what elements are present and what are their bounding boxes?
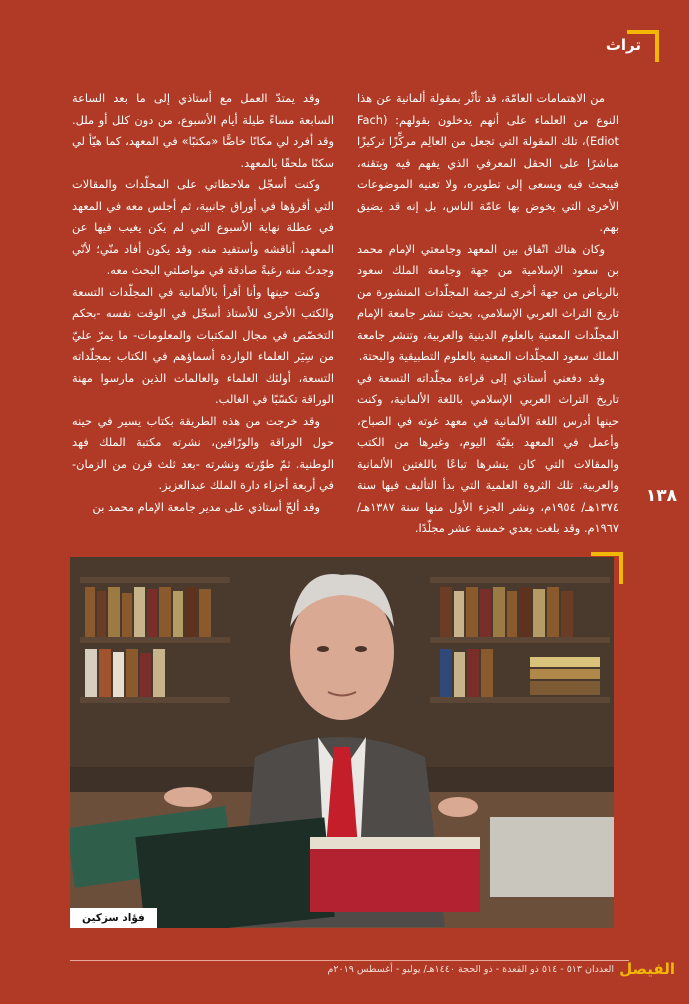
page-number: ١٣٨: [645, 486, 677, 506]
section-label: تراث: [605, 36, 641, 54]
paragraph: وقد خرجت من هذه الطريقة بكتاب يسير في حينه حول الوراقة والورّاقين، نشرته مكتبة الملك فهد الوطنية. ثمّ طوّرته ونشرته -بعد ثلث قرن من الزمان- في أربعة أجزاء دارة الملك عبدالعزيز.: [72, 413, 334, 492]
issue-info: العددان ٥١٣ - ٥١٤ ذو القعدة - ذو الحجة ١٤٤٠هـ/ يوليو - أغسطس ٢٠١٩م: [327, 964, 614, 975]
paragraph: وقد ألحّ أستاذي على مدير جامعة الإمام محمد بن: [92, 499, 320, 514]
footer-divider: [70, 960, 629, 961]
paragraph: من الاهتمامات العامّة، قد تأثّر بمقولة ألمانية عن هذا النوع من العلماء على أنهم يدخلون بقولهم: (Fach Ediot)، تلك المقولة التي تجعل من العالِم مركِّزًا تركيزًا مباشرًا على الحقل المعرفي الذي يفهم فيه ويتقنه، فيبحث فيه ويسعى إلى تطويره، ولا تعنيه الموضوعات الأخرى التي يخوض بها عامّة الناس، بل إنه قد يضيق بهم.: [357, 91, 619, 234]
portrait-photo: [70, 557, 614, 928]
paragraph: وكنت حينها وأنا أقرأ بالألمانية في المجلّدات التسعة والكتب الأخرى للأستاذ أسجّل في الوقت نفسه -بحكم التخصّص في مجال المكتبات والمعلومات- ما يمرّ عليّ من سِيَر العلماء الواردة أسماؤهم في الكتاب بمجلّداته التسعة، أولئك العلماء والعالمات الذين مارسوا مهنة الوراقة تكسّبًا في الغالب.: [72, 284, 334, 406]
text-column-right: [357, 88, 619, 540]
photo-caption: فؤاد سزكين: [70, 908, 157, 928]
paragraph: وكان هناك اتّفاق بين المعهد وجامعتي الإمام محمد بن سعود الإسلامية من جهة وجامعة الملك سعود بالرياض من جهة أخرى لترجمة المجلّدات المنشورة من تاريخ التراث العربي الإسلامي، بحيث تنشر جامعة الإمام المجلّدات المعنية بالعلوم الدينية والعربية، وتنشر جامعة الملك سعود المجلّدات المعنية بالعلوم التطبيقية والبحتة.: [357, 241, 619, 363]
paragraph: وقد دفعني أستاذي إلى قراءة مجلّداته التسعة في تاريخ التراث العربي الإسلامي باللغة الألمانية، وكنت حينها أدرس اللغة الألمانية في معهد غوته في الصباح، وأعمل في المعهد بقيّة اليوم، وغيرها من الكتب والمقالات التي كان ينشرها تباعًا باللغتين الألمانية والعربية. تلك الثروة العلمية التي بدأ التأليف فيها سنة ١٣٧٤هـ/ ١٩٥٤م، ونشر الجزء الأول منها سنة ١٣٨٧هـ/ ١٩٦٧م. وقد بلغت بعدي خمسة عشر مجلّدًا.: [357, 370, 619, 535]
text-column-left: [72, 88, 334, 518]
brand-logo: الفيصل: [619, 960, 675, 978]
paragraph: وكنت أسجّل ملاحظاتي على المجلّدات والمقالات التي أقرؤها في أوراق جانبية، ثم أجلس معه في المعهد في عطلة نهاية الأسبوع التي لم يكن يغيب فيها عن المعهد، أناقشه وأستفيد منه. وقد يكون أفاد منّي؛ لأنّي وجدتُ منه رغبةً صادقة في مواصلتي البحث معه.: [72, 177, 334, 277]
portrait-illustration: [70, 557, 614, 928]
corner-accent-photo: [591, 552, 623, 584]
paragraph: وقد يمتدّ العمل مع أستاذي إلى ما بعد الساعة السابعة مساءً طيلة أيام الأسبوع، من دون كلل أو ملل. وقد أفرد لي مكانًا خاصًّا «مكتبًا» في المعهد، كما هيّأ لي سكنًا ملحقًا بالمعهد.: [72, 91, 334, 170]
